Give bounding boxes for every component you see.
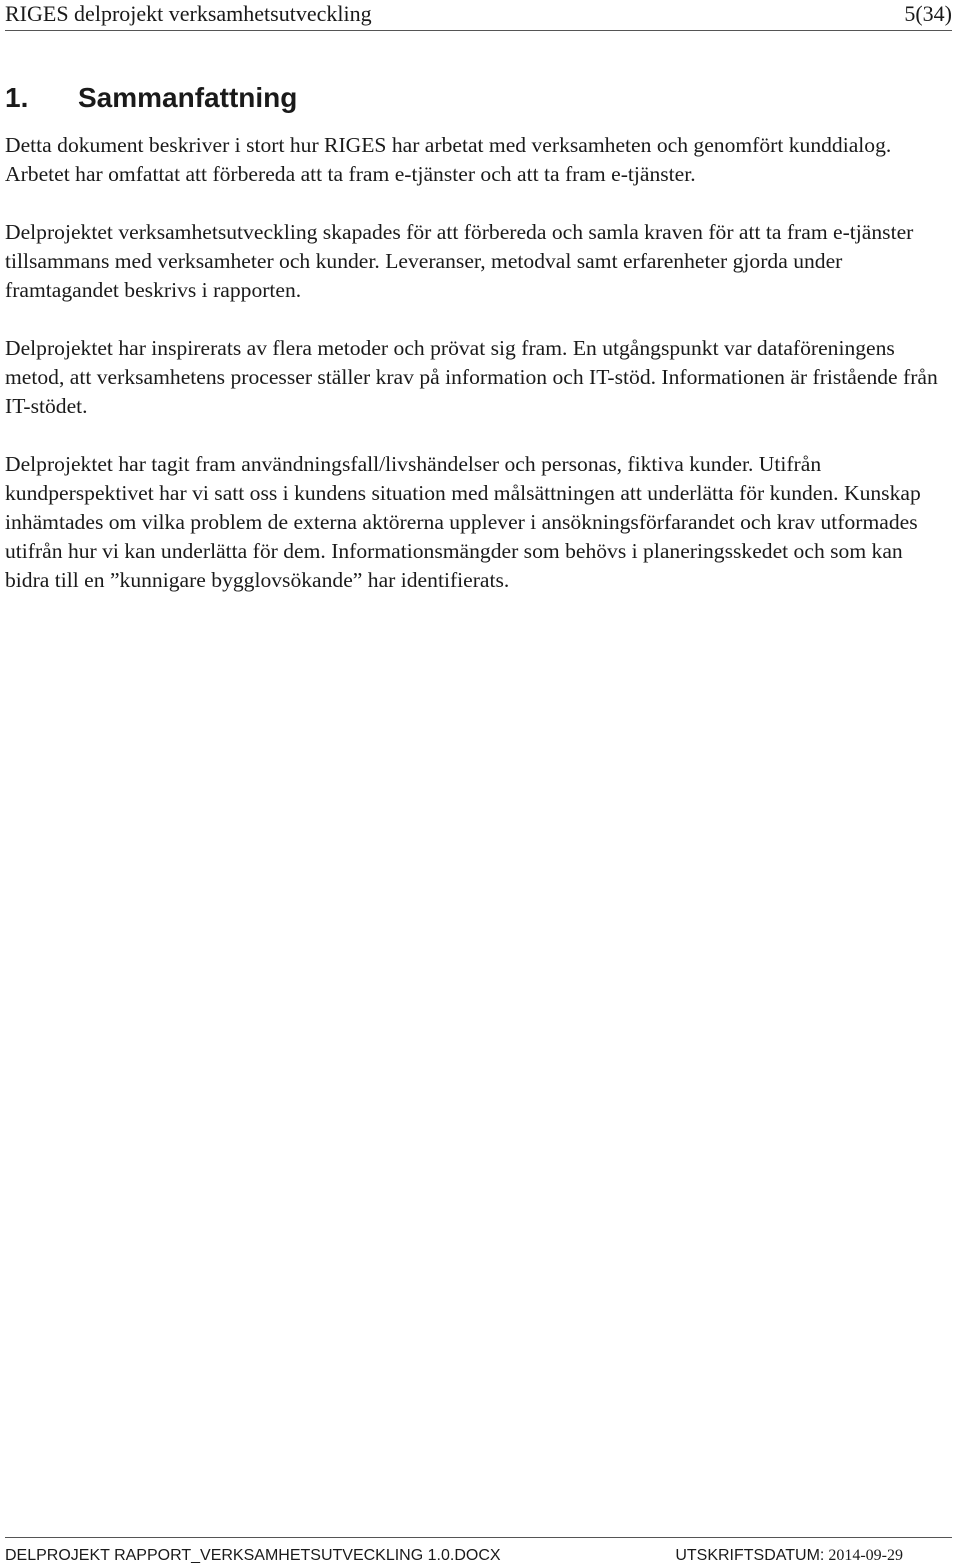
section-heading [5,80,297,116]
paragraph-methods: Delprojektet har inspirerats av flera metoder och prövat sig fram. En utgångspunkt var dataföreningens metod, att verksamhetens processer ställer krav på information och IT-stöd. Informationen är fristående från IT-stödet. [5,336,938,418]
section-number: 1. [5,82,29,113]
page-header [5,0,952,31]
print-date-label: UTSKRIFTSDATUM: [675,1547,825,1564]
page-number: 5(34) [904,1,952,26]
paragraph-personas: Delprojektet har tagit fram användningsfall/livshändelser och personas, fiktiva kunder. Utifrån kundperspektivet har vi satt oss i kundens situation med målsättningen att underlätta för kunden. Kunskap inhämtades om vilka problem de externa aktörerna upplever i ansökningsförfarandet och krav utformades utifrån hur vi kan underlätta för dem. Informationsmängder som behövs i planeringsskedet och som kan bidra till en ”kunnigare bygglovsökande” har identifierats. [5,452,921,592]
print-date-value: 2014-09-29 [828,1547,903,1564]
paragraph-purpose: Delprojektet verksamhetsutveckling skapades för att förbereda och samla kraven för att ta fram e-tjänster tillsammans med verksamheter och kunder. Leveranser, metodval samt erfarenheter gjorda under framtagandet beskrivs i rapporten. [5,220,914,302]
document-title: RIGES delprojekt verksamhetsutveckling [5,1,372,26]
footer-filename: DELPROJEKT RAPPORT_VERKSAMHETSUTVECKLING 1.0.DOCX [5,1547,501,1564]
footer-print-date [675,1548,903,1564]
section-title: Sammanfattning [78,82,298,113]
document-body [5,131,950,624]
paragraph-intro: Detta dokument beskriver i stort hur RIGES har arbetat med verksamheten och genomfört kunddialog. Arbetet har omfattat att förbereda att ta fram e-tjänster och att ta fram e-tjänster. [5,133,892,186]
page-footer [5,1537,952,1568]
